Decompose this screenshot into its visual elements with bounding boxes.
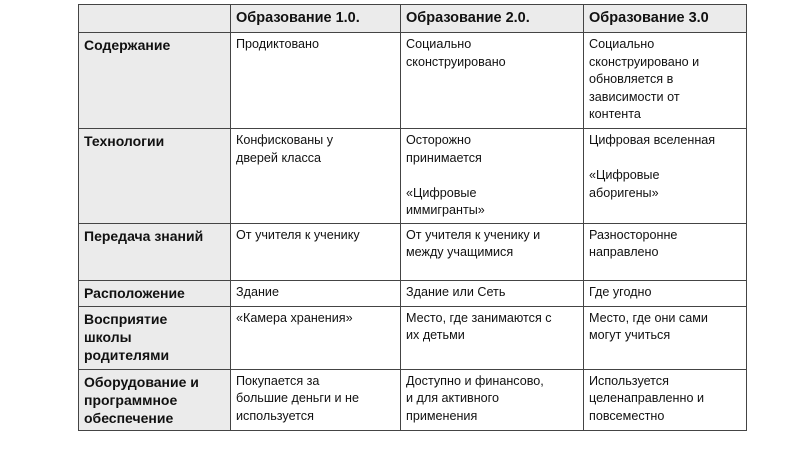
table-cell: Место, где они сами могут учиться	[584, 306, 747, 369]
table-cell: От учителя к ученику и между учащимися	[401, 223, 584, 280]
table-cell: Социально сконструировано	[401, 33, 584, 129]
table-cell: «Камера хранения»	[231, 306, 401, 369]
row-label: Технологии	[79, 129, 231, 224]
table-row	[79, 129, 747, 224]
row-label: Содержание	[79, 33, 231, 129]
row-label: Передача знаний	[79, 223, 231, 280]
row-label: Оборудование и программное обеспечение	[79, 369, 231, 430]
table-cell: Здание	[231, 280, 401, 306]
table-cell: Доступно и финансово, и для активного применения	[401, 369, 584, 430]
comparison-table	[78, 4, 747, 431]
table-cell: Здание или Сеть	[401, 280, 584, 306]
header-education-2: Образование 2.0.	[401, 5, 584, 33]
table-cell: Разносторонне направлено	[584, 223, 747, 280]
header-education-1: Образование 1.0.	[231, 5, 401, 33]
table-row	[79, 306, 747, 369]
table-row	[79, 280, 747, 306]
header-education-3: Образование 3.0	[584, 5, 747, 33]
table-cell: Покупается за большие деньги и не используется	[231, 369, 401, 430]
table-row	[79, 369, 747, 430]
table-cell: Конфискованы у дверей класса	[231, 129, 401, 224]
row-label: Расположение	[79, 280, 231, 306]
table-cell: От учителя к ученику	[231, 223, 401, 280]
header-corner-cell	[79, 5, 231, 33]
table-cell: Продиктовано	[231, 33, 401, 129]
table-cell: Используется целенаправленно и повсеместно	[584, 369, 747, 430]
table-cell: Место, где занимаются с их детьми	[401, 306, 584, 369]
table-row	[79, 223, 747, 280]
row-label: Восприятие школы родителями	[79, 306, 231, 369]
table-row	[79, 33, 747, 129]
table-cell: Социально сконструировано и обновляется в зависимости от контента	[584, 33, 747, 129]
table-cell: Цифровая вселенная «Цифровые аборигены»	[584, 129, 747, 224]
table-cell: Где угодно	[584, 280, 747, 306]
table-cell: Осторожно принимается «Цифровые иммигранты»	[401, 129, 584, 224]
header-row	[79, 5, 747, 33]
